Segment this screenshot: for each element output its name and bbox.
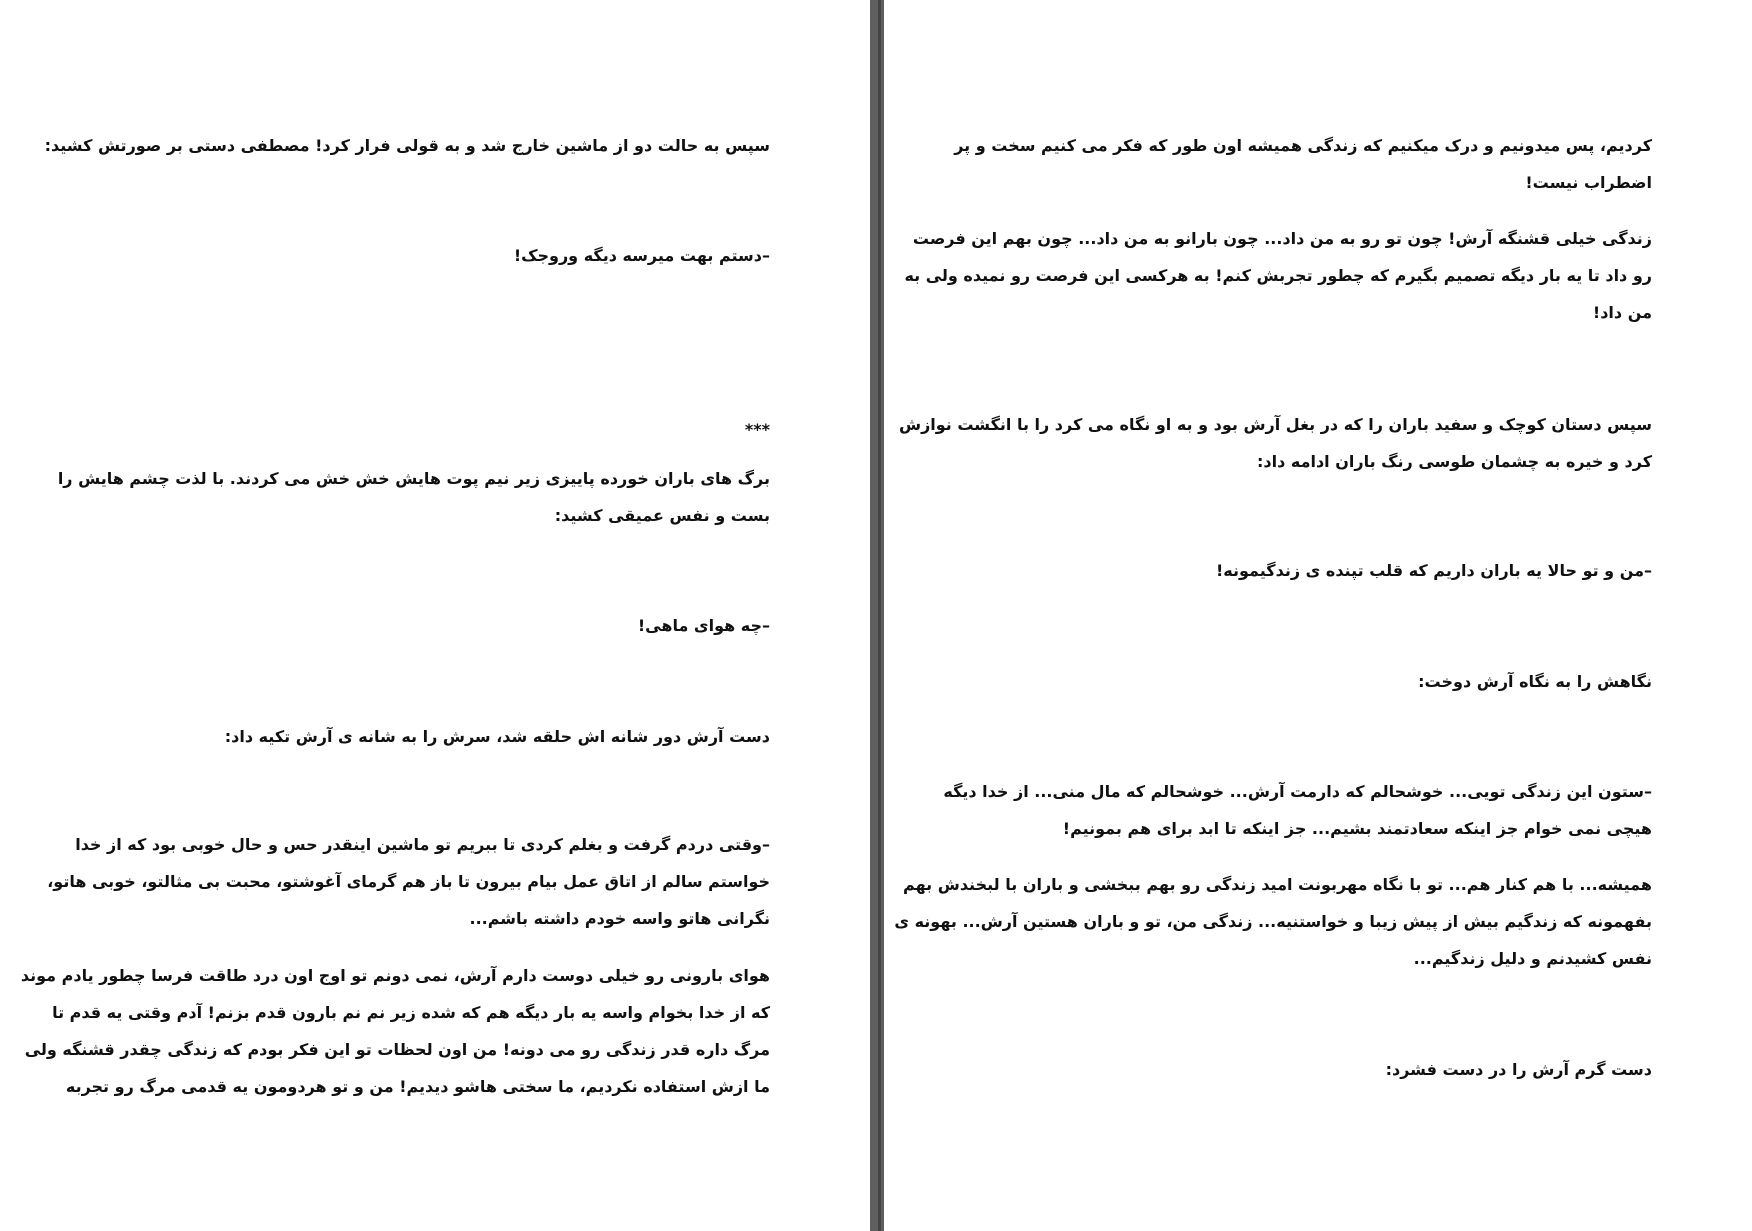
text-line: همیشه... با هم کنار هم... تو با نگاه مهربونت امید زندگی رو بهم ببخشی و باران با لبخندش بهم (903, 875, 1652, 894)
text-line: ما ازش استفاده نکردیم، ما سختی هاشو دیدیم! من و تو هردومون یه قدمی مرگ رو تجربه (65, 1077, 770, 1096)
text-line: زندگی خیلی قشنگه آرش! چون تو رو به من داد... چون بارانو به من داد... چون بهم این فرصت (912, 229, 1652, 248)
text-line: بفهمونه که زندگیم بیش از پیش زیبا و خواستنیه... زندگی من، تو و باران هستین آرش... بهونه ی (894, 912, 1652, 931)
text-line: نگرانی هاتو واسه خودم داشته باشم... (469, 909, 770, 928)
text-line: برگ های باران خورده پاییزی زیر نیم پوت هایش خش خش می کردند. با لذت چشم هایش را (57, 469, 770, 488)
text-line: سپس دستان کوچک و سفید باران را که در بغل آرش بود و به او نگاه می کرد را با انگشت نوازش (898, 415, 1652, 434)
left-paragraph (45, 127, 770, 164)
right-paragraph (1216, 552, 1652, 589)
text-line: –من و تو حالا یه باران داریم که قلب تپنده ی زندگیمونه! (1216, 561, 1652, 580)
text-line: رو داد تا یه بار دیگه تصمیم بگیرم که چطور تجربش کنم! به هرکسی این فرصت رو نمیده ولی به (904, 266, 1652, 285)
text-line: هیچی نمی خوام جز اینکه سعادتمند بشیم... جز اینکه تا ابد برای هم بمونیم! (1062, 819, 1652, 838)
left-paragraph (225, 718, 770, 755)
gutter-line (878, 0, 881, 1231)
text-line: نفس کشیدنم و دلیل زندگیم... (1413, 949, 1652, 968)
text-line: دست آرش دور شانه اش حلقه شد، سرش را به شانه ی آرش تکیه داد: (224, 727, 770, 746)
scene-break (745, 411, 770, 448)
text-line: نگاهش را به نگاه آرش دوخت: (1418, 672, 1652, 691)
text-line: کرد و خیره به چشمان طوسی رنگ باران ادامه داد: (1256, 452, 1652, 471)
text-line: –چه هوای ماهی! (637, 616, 770, 635)
text-line: –ستون این زندگی تویی... خوشحالم که دارمت آرش... خوشحالم که مال منی... از خدا دیگه (943, 782, 1652, 801)
right-paragraph (954, 127, 1652, 201)
right-paragraph (1418, 663, 1652, 700)
right-paragraph (894, 866, 1652, 977)
text-line: کردیم، پس میدونیم و درک میکنیم که زندگی همیشه اون طور که فکر می کنیم سخت و پر (954, 136, 1652, 155)
page-gutter (870, 0, 884, 1231)
text-line: اضطراب نیست! (1525, 173, 1652, 192)
text-line: بست و نفس عمیقی کشید: (554, 506, 770, 525)
text-line: من داد! (1592, 303, 1652, 322)
text-line: –دستم بهت میرسه دیگه وروجک! (513, 246, 770, 265)
text-line: سپس به حالت دو از ماشین خارج شد و به قولی فرار کرد! مصطفی دستی بر صورتش کشید: (44, 136, 770, 155)
right-paragraph (943, 773, 1652, 847)
text-line: دست گرم آرش را در دست فشرد: (1385, 1060, 1652, 1079)
right-paragraph (904, 220, 1652, 331)
left-paragraph (21, 957, 770, 1105)
text-line: که از خدا بخوام واسه یه بار دیگه هم که شده زیر نم نم بارون قدم بزنم! آدم وقتی یه قدم تا (52, 1003, 770, 1022)
text-line: هوای بارونی رو خیلی دوست دارم آرش، نمی دونم تو اوج اون درد طاقت فرسا چطور یادم موند (20, 966, 770, 985)
left-paragraph (638, 607, 770, 644)
left-paragraph (47, 826, 770, 937)
text-line: مرگ داره قدر زندگی رو می دونه! من اون لحظات تو این فکر بودم که زندگی چقدر قشنگه ولی (24, 1040, 770, 1059)
text-line: *** (744, 420, 770, 439)
right-paragraph (899, 406, 1652, 480)
text-line: –وقتی دردم گرفت و بغلم کردی تا ببریم تو ماشین اینقدر حس و حال خوبی بود که از خدا (75, 835, 770, 854)
left-paragraph (514, 237, 770, 274)
text-line: خواستم سالم از اتاق عمل بیام بیرون تا باز هم گرمای آغوشتو، محبت بی مثالتو، خوبی هاتو، (47, 872, 770, 891)
right-paragraph (1386, 1051, 1652, 1088)
left-paragraph (58, 460, 770, 534)
